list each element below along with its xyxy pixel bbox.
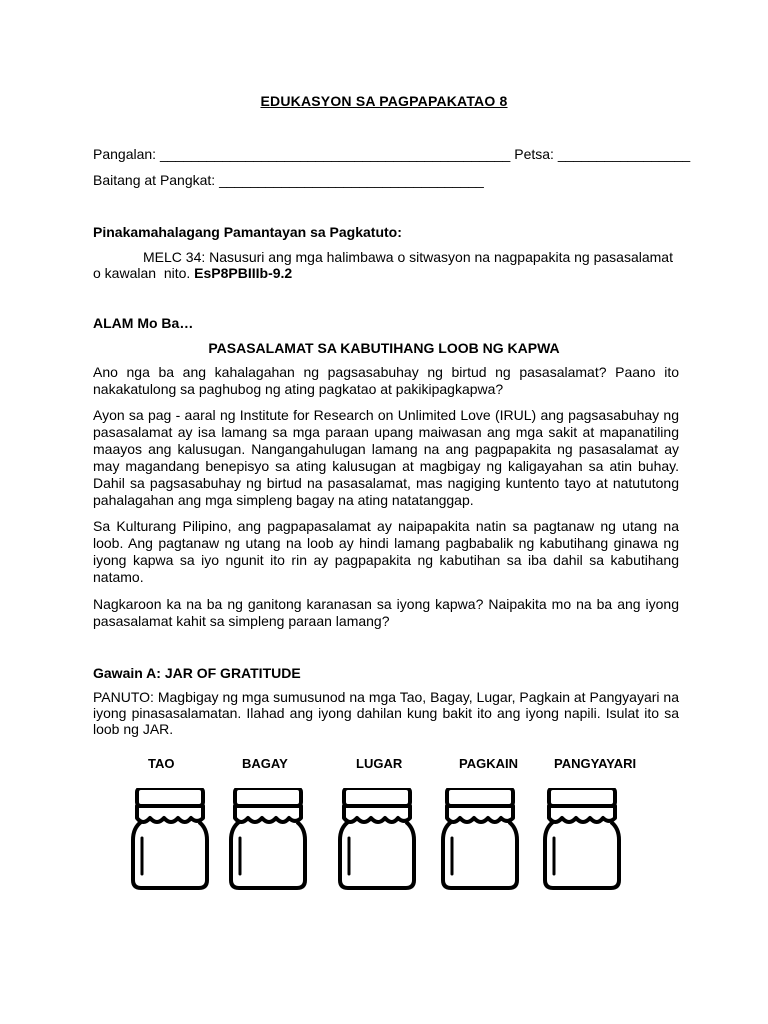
jar-pagkain[interactable]: [441, 788, 519, 890]
melc-line-2-text: o kawalan nito.: [93, 265, 195, 281]
page-title: EDUKASYON SA PAGPAPAKATAO 8: [260, 93, 508, 109]
jar-label-tao: TAO: [148, 756, 175, 771]
melc-line-1: MELC 34: Nasusuri ang mga halimbawa o sitwasyon na nagpapakita ng pasasalamat: [143, 249, 673, 265]
date-label: Petsa:: [514, 146, 554, 162]
paragraph-1: Ano nga ba ang kahalagahan ng pagsasabuhay ng birtud ng pasasalamat? Paano ito nakakatulong sa paghubog ng ating pagkatao at pakikipagkapwa?: [93, 364, 679, 397]
jar-lugar[interactable]: [338, 788, 416, 890]
paragraph-4: Nagkaroon ka na ba ng ganitong karanasan sa iyong kapwa? Naipakita mo na ba ang iyong pasasalamat kahit sa simpleng paraan lamang?: [93, 596, 679, 629]
jar-label-lugar: LUGAR: [356, 756, 403, 771]
jar-pangyayari[interactable]: [543, 788, 621, 890]
jar-label-pagkain: PAGKAIN: [459, 756, 518, 771]
gawain-heading: Gawain A: JAR OF GRATITUDE: [93, 665, 301, 681]
melc-code: EsP8PBIIIb-9.2: [194, 265, 293, 281]
paragraph-3: Sa Kulturang Pilipino, ang pagpapasalamat ay naipapakita natin sa pagtanaw ng utang na loob. Ang pagtanaw ng utang na loob ay hindi lamang pagbabalik ng kabutihang ginawa ng iyong kapwa sa iyo ngunit ito rin ay pagpapakita ng kabutihan sa iba dahil sa kabutihang natamo.: [93, 518, 679, 585]
jar-bagay[interactable]: [229, 788, 307, 890]
panuto-text: PANUTO: Magbigay ng mga sumusunod na mga Tao, Bagay, Lugar, Pagkain at Pangyayari na iyong pinasasalamatan. Ilahad ang iyong dahilan kung bakit ito ang iyong napili. Isulat ito sa loob ng JAR.: [93, 689, 679, 737]
jar-tao[interactable]: [131, 788, 209, 890]
grade-row: [93, 172, 484, 188]
paragraph-2: Ayon sa pag - aaral ng Institute for Research on Unlimited Love (IRUL) ang pagsasabuhay ng pasasalamat ay isa lamang sa mga paraan upang maiwasan ang mga sakit at mapanatiling maayos ang kalusugan. Nangangahulugan lamang na ang pagpapakita ng pasasalamat ay may magandang benepisyo sa ating kalusugan at magbigay ng kaligayahan sa atin buhay. Dahil sa pagsasabuhay ng birtud na pasasalamat, mas nagiging kuntento tayo at natututong pahalagahan ang mga simpleng bagay na ating natatanggap.: [93, 407, 679, 508]
jar-label-pangyayari: PANGYAYARI: [554, 756, 637, 771]
alam-heading: ALAM Mo Ba…: [93, 315, 194, 331]
grade-label: Baitang at Pangkat:: [93, 172, 216, 188]
date-blank[interactable]: _________________: [557, 146, 691, 162]
name-blank[interactable]: _____________________________________________: [159, 146, 511, 162]
name-label: Pangalan:: [93, 146, 157, 162]
grade-blank[interactable]: __________________________________: [219, 172, 484, 188]
melc-line-2: [93, 265, 292, 281]
topic-heading: PASASALAMAT SA KABUTIHANG LOOB NG KAPWA: [208, 340, 560, 356]
jar-label-bagay: BAGAY: [242, 756, 288, 771]
name-date-row: [93, 146, 690, 162]
melc-heading: Pinakamahalagang Pamantayan sa Pagkatuto:: [93, 224, 402, 240]
